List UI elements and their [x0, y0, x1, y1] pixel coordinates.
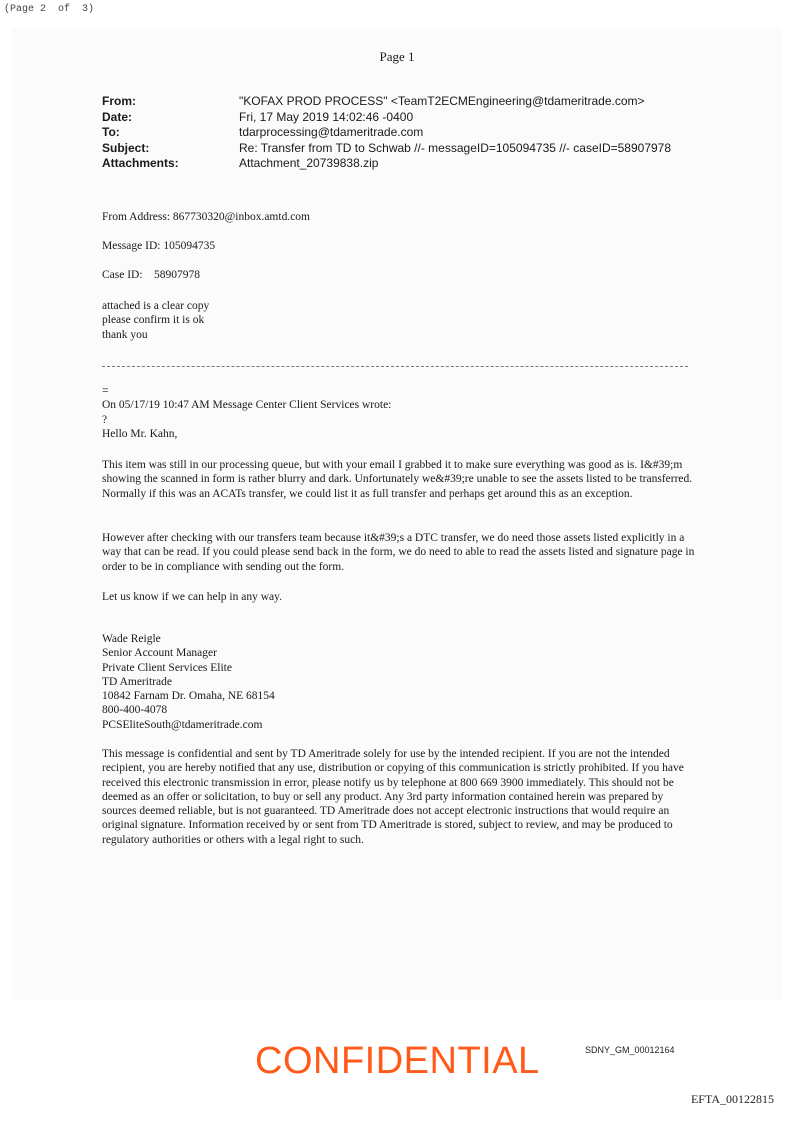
quote-paragraph-1: This item was still in our processing queue, but with your email I grabbed it to make sure everything was good as is. I&#39;m showing the scanned in form is rather blurry and dark. Unfortunately we&#39;re unable to see the assets listed to be transferred. Normally if this was an ACATs transfer, we could list it as full transfer and perhaps get around this as an exception.	[102, 459, 693, 500]
quote-paragraph-2: However after checking with our transfers team because it&#39;s a DTC transfer, we do need those assets listed explicitly in a way that can be read. If you could please send back in the form, we do need to able to read the assets listed and signature page in order to be in compliance with sending out the form.	[102, 532, 695, 573]
from-value: "KOFAX PROD PROCESS" <TeamT2ECMEngineering@tdameritrade.com>	[239, 94, 645, 108]
header-subject-row	[102, 141, 671, 157]
header-date-row	[102, 110, 671, 126]
page-label: Page 1	[379, 49, 415, 64]
from-address: From Address: 867730320@inbox.amtd.com	[102, 211, 310, 223]
efta-number: EFTA_00122815	[690, 1092, 774, 1106]
signature-name: Wade Reigle	[102, 633, 161, 645]
quote-header	[102, 384, 697, 441]
signature-department: Private Client Services Elite	[102, 661, 232, 674]
email-header	[102, 94, 671, 172]
case-id: Case ID: 58907978	[102, 269, 201, 281]
signature-phone: 800-400-4078	[102, 704, 168, 717]
signature-company: TD Ameritrade	[102, 675, 172, 688]
reply-line: attached is a clear copy	[102, 300, 210, 312]
quote-intro: On 05/17/19 10:47 AM Message Center Client Services wrote:	[102, 399, 392, 412]
to-label: To:	[102, 125, 120, 139]
attachments-label: Attachments:	[102, 156, 179, 170]
message-id: Message ID: 105094735	[102, 240, 216, 252]
quote-question-mark: ?	[102, 413, 108, 426]
signature-block	[102, 632, 697, 732]
reply-text	[102, 299, 697, 342]
scanned-page	[12, 28, 782, 1000]
disclaimer: This message is confidential and sent by TD Ameritrade solely for use by the intended recipient. If you are not the intended recipient, you are hereby notified that any use, distribution or copying of this communication is strictly prohibited. If you have received this electronic transmission in error, please notify us by telephone at 800 669 3900 immediately. This should not be deemed as an offer or solicitation, to buy or sell any product. Any 3rd party information contained herein was prepared by sources deemed reliable, but is not guaranteed. TD Ameritrade does not accept electronic instructions that would require an original signature. Information received by or sent from TD Ameritrade is stored, subject to review, and may be produced to regulatory authorities or others with a legal right to such.	[102, 748, 684, 846]
to-value: tdarprocessing@tdameritrade.com	[239, 125, 424, 139]
header-from-row	[102, 94, 671, 110]
signature-address: 10842 Farnam Dr. Omaha, NE 68154	[102, 690, 275, 703]
date-value: Fri, 17 May 2019 14:02:46 -0400	[239, 109, 414, 124]
header-to-row	[102, 125, 671, 141]
quote-paragraph-3: Let us know if we can help in any way.	[102, 591, 283, 603]
signature-email: PCSEliteSouth@tdameritrade.com	[102, 718, 263, 731]
signature-title: Senior Account Manager	[102, 647, 217, 660]
subject-label: Subject:	[102, 140, 150, 155]
quote-equals: =	[102, 385, 109, 397]
header-attachments-row	[102, 156, 671, 172]
greeting: Hello Mr. Kahn,	[102, 427, 178, 440]
date-label: Date:	[102, 109, 133, 124]
confidential-stamp: CONFIDENTIAL	[255, 1040, 540, 1082]
reply-line: thank you	[102, 328, 148, 341]
subject-value: Re: Transfer from TD to Schwab //- messageID=105094735 //- caseID=58907978	[239, 140, 672, 155]
page-marker: (Page 2 of 3)	[4, 4, 95, 15]
reply-line: please confirm it is ok	[102, 314, 205, 327]
bates-number: SDNY_GM_00012164	[585, 1045, 675, 1055]
from-label: From:	[102, 94, 136, 108]
quote-separator	[102, 366, 688, 367]
attachments-value: Attachment_20739838.zip	[239, 156, 379, 170]
